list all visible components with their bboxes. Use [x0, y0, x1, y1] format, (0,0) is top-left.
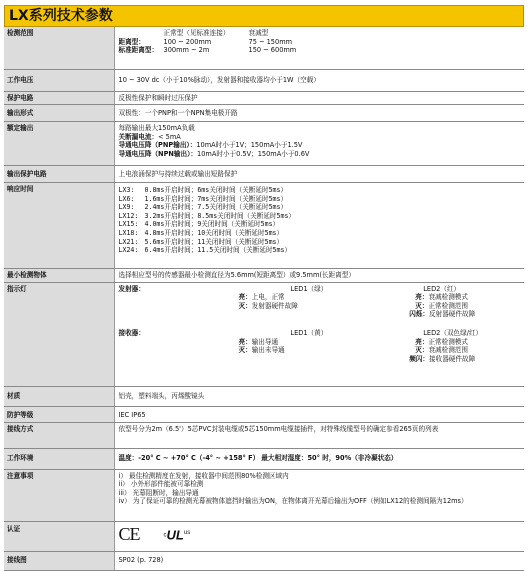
row-wiring	[4, 422, 524, 448]
receiver-led1-on-key: 亮：	[238, 337, 252, 346]
row-cert	[4, 521, 524, 551]
ul-suffix: us	[183, 530, 191, 537]
emitter-led-block	[119, 285, 521, 319]
receiver-led2-off: 衰减检测范围	[428, 346, 468, 355]
ul-prefix: c	[163, 532, 167, 539]
rated-line-1: 每路输出最大150mA负载	[118, 124, 195, 133]
label-notes: 注意事项	[4, 469, 114, 521]
response-text: 2.4ms开启时间；7.5关闭时间（关断延时5ms）	[144, 203, 288, 212]
emitter-led2-off-key: 灭：	[415, 301, 429, 310]
emitter-led2-head: LED2（红）	[423, 284, 461, 293]
receiver-led2-on: 正常检测模式	[428, 337, 468, 346]
emitter-led1-off: 发射器硬件故障	[251, 301, 298, 310]
ul-text: UL	[166, 527, 184, 543]
label-voltage: 工作电压	[4, 69, 114, 91]
receiver-led1-off-key: 灭：	[238, 346, 252, 355]
row-range	[4, 27, 524, 69]
label-output-form: 输出形式	[4, 105, 114, 122]
value-env	[114, 448, 524, 469]
value-ip: IEC IP65	[114, 406, 524, 422]
emitter-label: 发射器：	[118, 284, 145, 293]
rated-line-3-key: 导通电压降（PNP输出）：	[118, 141, 197, 150]
value-min-object: 选择相应型号的传感器最小检测直径为5.6mm(短距离型）或9.5mm(长距离型）	[114, 269, 524, 283]
emitter-led2-on: 衰减检测模式	[428, 293, 468, 302]
receiver-led1-head: LED1（黄）	[290, 329, 328, 338]
row-ip	[4, 406, 524, 422]
label-diagram: 接线图	[4, 551, 114, 570]
emitter-led1-off-key: 灭：	[238, 301, 252, 310]
note-item: ii） 小外形部件能被可靠检测	[118, 480, 204, 489]
label-rated-output: 额定输出	[4, 122, 114, 166]
value-voltage: 10 ~ 30V dc（小于10%脉动），发射器和接收器均小于1W（空载）	[114, 69, 524, 91]
emitter-led1	[239, 285, 380, 319]
value-output-form: 双极性：一个PNP和一个NPN集电极开路	[114, 105, 524, 122]
response-model: LX24:	[118, 246, 139, 255]
row-protect	[4, 91, 524, 105]
response-model: LX21:	[118, 237, 139, 246]
range-standard-label: 标准距离型：	[118, 46, 159, 55]
receiver-led2	[379, 329, 520, 363]
range-standard-weak: 150 ~ 600mm	[248, 46, 297, 55]
response-item	[119, 246, 521, 255]
row-output-protect	[4, 166, 524, 183]
note-item: i） 最佳检测精度在发射，接收器中间范围80%检测区域内	[118, 471, 289, 480]
env-hum: 50° 时，90%（非冷凝状态）	[307, 453, 398, 462]
rated-line-4-key: 导通电压降（NPN输出）：	[118, 149, 198, 158]
response-text: 6.4ms开启时间；11.5关闭时间（关断延时5ms）	[144, 246, 292, 255]
emitter-led1-on-key: 亮：	[238, 293, 252, 302]
response-model: LX9:	[118, 203, 135, 212]
ce-mark-icon: CE	[118, 524, 140, 545]
row-notes	[4, 469, 524, 521]
response-model: LX12:	[118, 211, 139, 220]
label-cert: 认证	[4, 521, 114, 551]
response-model: LX6:	[118, 194, 135, 203]
response-text: 4.0ms开启时间；9关闭时间（关断延时5ms）	[144, 220, 280, 229]
note-item: iv） 为了保证可靠的检测光幕被物体遮挡时输出为ON，在物体离开光幕后输出为OFF（例如LX12的检测间隔为12ms）	[118, 497, 468, 506]
range-header-normal: 正常型（见标准连接）	[163, 29, 230, 37]
env-temp: -20° C ~ +70° C（-4° ~ +158° F）	[138, 453, 260, 462]
emitter-led2-flash-key: 闪烁：	[409, 310, 430, 319]
range-header-weak: 衰减型	[248, 29, 269, 37]
range-standard-normal: 300mm ~ 2m	[163, 46, 210, 55]
env-hum-key: 最大相对湿度：	[261, 453, 308, 462]
label-ip: 防护等级	[4, 406, 114, 422]
range-distance-weak: 75 ~ 150mm	[248, 37, 293, 46]
rated-line-2	[119, 133, 521, 142]
env-temp-key: 温度：	[118, 453, 139, 462]
receiver-led2-off-key: 灭：	[415, 346, 429, 355]
row-material	[4, 386, 524, 406]
emitter-led2-flash: 反射器硬件故障	[429, 310, 476, 319]
response-model: LX15:	[118, 220, 139, 229]
response-item	[119, 220, 521, 229]
value-material: 铝壳，塑料端头，丙烯酸镜头	[114, 386, 524, 406]
row-diagram	[4, 551, 524, 570]
label-min-object: 最小检测物体	[4, 269, 114, 283]
response-text: 3.2ms开启时间；8.5ms关闭时间（关断延时5ms）	[144, 211, 296, 220]
receiver-led1	[239, 329, 380, 363]
receiver-led1-on: 输出导通	[251, 337, 279, 346]
response-item	[119, 186, 521, 195]
response-model: LX3:	[118, 186, 135, 195]
rated-line-2-key: 关断漏电流：	[118, 132, 159, 141]
emitter-led1-on: 上电，正常	[251, 293, 285, 302]
range-distance-normal: 100 ~ 200mm	[163, 37, 212, 46]
spec-sheet	[4, 5, 524, 571]
receiver-led2-flash-key: 频闪：	[409, 354, 430, 363]
emitter-led2-on-key: 亮：	[415, 293, 429, 302]
emitter-led2-off: 正常检测范围	[428, 301, 468, 310]
receiver-led2-on-key: 亮：	[415, 337, 429, 346]
range-distance-label: 距离型：	[118, 37, 145, 46]
emitter-led1-head: LED1（绿）	[290, 284, 328, 293]
row-response	[4, 183, 524, 269]
row-rated-output	[4, 122, 524, 166]
value-output-protect: 上电浪涌保护与持续过载或输出短路保护	[114, 166, 524, 183]
row-output-form	[4, 105, 524, 122]
response-text: 0.8ms开启时间；6ms关闭时间（关断延时5ms）	[144, 186, 288, 195]
row-voltage	[4, 69, 524, 91]
row-min-object	[4, 269, 524, 283]
emitter-led2	[379, 285, 520, 319]
note-item: iii） 光幕阻断时，输出导通	[118, 488, 199, 497]
value-diagram: SP02 (p. 728)	[114, 551, 524, 570]
receiver-led1-off: 输出未导通	[251, 346, 285, 355]
ul-mark-icon	[163, 527, 191, 543]
rated-line-3-val: 10mA时小于1V；150mA小于1.5V	[196, 141, 303, 150]
value-wiring: 依型号分为2m（6.5'）5芯PVC封装电缆或5芯150mm电缆接插件，对特殊线缆型号的确定参看265页的列表	[114, 422, 524, 448]
response-item	[119, 195, 521, 204]
receiver-led-block	[119, 329, 521, 363]
label-protect: 保护电路	[4, 91, 114, 105]
rated-line-4	[119, 150, 521, 159]
receiver-label: 接收器：	[118, 329, 145, 338]
label-env: 工作环境	[4, 448, 114, 469]
label-indicator: 指示灯	[4, 282, 114, 386]
rated-line-3	[119, 141, 521, 150]
response-text: 1.6ms开启时间；7ms关闭时间（关断延时5ms）	[144, 194, 288, 203]
range-grid	[119, 29, 521, 55]
receiver-led2-head: LED2（双色绿/红）	[423, 329, 483, 338]
response-model: LX18:	[118, 229, 139, 238]
response-text: 4.8ms开启时间；10关闭时间（关断延时5ms）	[144, 229, 284, 238]
row-indicator	[4, 282, 524, 386]
response-item	[119, 203, 521, 212]
row-env	[4, 448, 524, 469]
rated-line-2-val: < 5mA	[158, 132, 181, 141]
spec-table	[4, 27, 524, 571]
value-protect: 反极性保护和瞬时过压保护	[114, 91, 524, 105]
receiver-led2-flash: 接收器硬件故障	[429, 354, 476, 363]
label-material: 材质	[4, 386, 114, 406]
response-item	[119, 238, 521, 247]
response-text: 5.6ms开启时间；11关闭时间（关断延时5ms）	[144, 237, 284, 246]
label-wiring: 接线方式	[4, 422, 114, 448]
rated-line-4-val: 10mA时小于0.5V；150mA小于0.6V	[197, 149, 310, 158]
label-output-protect: 输出保护电路	[4, 166, 114, 183]
label-range: 检测范围	[4, 27, 114, 69]
cert-marks	[119, 524, 521, 546]
label-response: 响应时间	[4, 183, 114, 269]
response-item	[119, 229, 521, 238]
page-title: LX系列技术参数	[4, 5, 524, 27]
